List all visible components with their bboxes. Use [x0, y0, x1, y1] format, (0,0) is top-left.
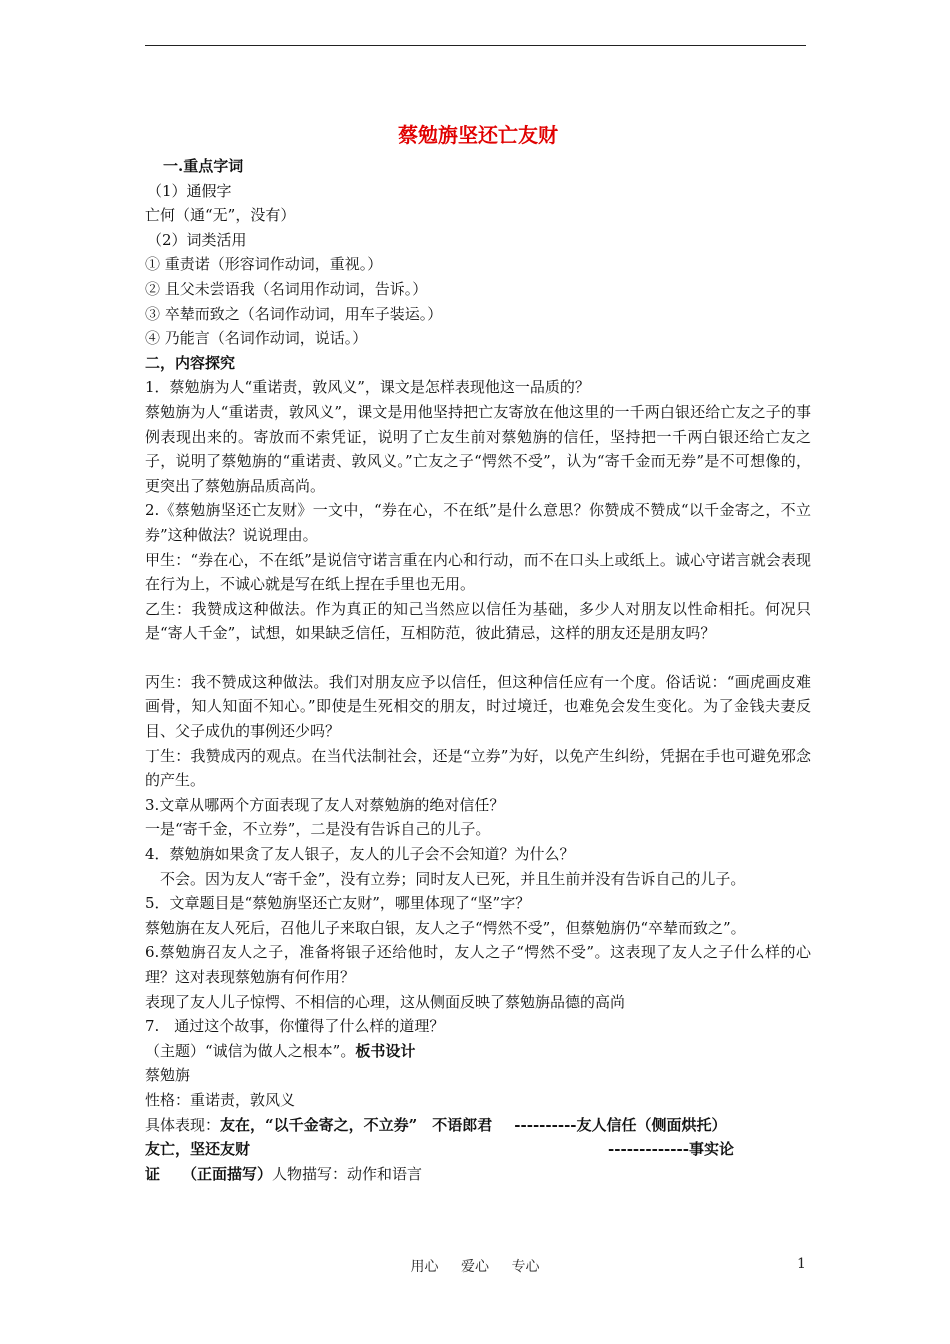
answer-2-jia: 甲生：“券在心，不在纸”是说信守诺言重在内心和行动，而不在口头上或纸上。诚心守诺言就会表现在行为上，不诚心就是写在纸上捏在手里也无用。	[145, 550, 811, 594]
tongjia-item: 亡何（通“无”，没有）	[145, 206, 296, 225]
answer-4: 不会。因为友人“寄千金”，没有立券；同时友人已死，并且生前并没有告诉自己的儿子。	[160, 869, 746, 888]
page-number: 1	[797, 1256, 806, 1272]
header-rule	[145, 45, 806, 46]
theme-text: （主题）“诚信为做人之根本”。	[145, 1041, 356, 1060]
answer-6: 表现了友人儿子惊愕、不相信的心理，这从侧面反映了蔡勉旃品德的高尚	[145, 992, 626, 1011]
question-5: 5．文章题目是“蔡勉旃坚还亡友财”，哪里体现了“坚”字？	[145, 894, 531, 913]
board-row2-left: 友亡，坚还友财	[145, 1140, 251, 1159]
board-row3-bold2: （正面描写）	[182, 1164, 273, 1183]
board-row1-label: 具体表现：	[145, 1115, 221, 1134]
board-row2-right: -------------事实论	[608, 1140, 734, 1159]
answer-7	[145, 1039, 811, 1064]
question-4: 4．蔡勉旃如果贪了友人银子，友人的儿子会不会知道？为什么？	[145, 845, 575, 864]
section2-heading: 二，内容探究	[145, 353, 236, 372]
board-row-2	[145, 1137, 811, 1162]
section1-heading: 一.重点字词	[163, 157, 244, 175]
board-character: 性格：重诺责，敦风义	[145, 1090, 296, 1109]
question-7: 7. 通过这个故事，你懂得了什么样的道理？	[145, 1017, 445, 1036]
board-name: 蔡勉旃	[145, 1066, 191, 1085]
board-row3-bold1: 证	[145, 1164, 161, 1183]
page-title: 蔡勉旃坚还亡友财	[398, 123, 558, 147]
cilei-item-2: ② 且父未尝语我（名词用作动词，告诉。）	[145, 279, 428, 298]
footer-word-3: 专心	[511, 1259, 540, 1275]
footer-word-2: 爱心	[461, 1259, 489, 1275]
answer-1: 蔡勉旃为人“重诺责，敦风义”，课文是用他坚持把亡友寄放在他这里的一千两白银还给亡友之子的事例表现出来的。寄放而不索凭证，说明了亡友生前对蔡勉旃的信任，坚持把一千两白银还给亡友之子，说明了蔡勉旃的“重诺责、敦风义。”亡友之子“愕然不受”，认为“寄千金而无券”是不可想像的，更突出了蔡勉旃品质高尚。	[145, 402, 811, 495]
board-row1-right: ----------友人信任（侧面烘托）	[514, 1115, 727, 1134]
question-6: 6.蔡勉旃召友人之子，准备将银子还给他时，友人之子“愕然不受”。这表现了友人之子什么样的心理？这对表现蔡勉旃有何作用？	[145, 943, 811, 986]
document-body	[145, 118, 811, 1186]
answer-2-yi: 乙生：我赞成这种做法。作为真正的知己当然应以信任为基础，多少人对朋友以性命相托。何况只是“寄人千金”，试想，如果缺乏信任，互相防范，彼此猜忌，这样的朋友还是朋友吗？	[145, 599, 811, 643]
board-row-1	[145, 1113, 811, 1138]
board-row-3	[145, 1162, 811, 1187]
answer-2-bing: 丙生：我不赞成这种做法。我们对朋友应予以信任，但这种信任应有一个度。俗话说：“画虎画皮难画骨，知人知面不知心。”即使是生死相交的朋友，时过境迁，也难免会发生变化。为了金钱夫妻反目、父子成仇的事例还少吗？	[145, 672, 811, 741]
board-design-label: 板书设计	[355, 1041, 416, 1060]
tongjia-subheading: （1）通假字	[147, 181, 232, 200]
page-footer	[0, 1256, 950, 1276]
cilei-item-4: ④ 乃能言（名词作动词，说话。）	[145, 329, 368, 348]
cilei-item-3: ③ 卒辇而致之（名词作动词，用车子装运。）	[145, 304, 443, 323]
board-row3-plain: 人物描写：动作和语言	[272, 1164, 423, 1183]
board-row1-bold: 友在，“以千金寄之，不立券” 不语郎君	[220, 1115, 493, 1134]
cilei-subheading: （2）词类活用	[147, 230, 247, 249]
blank-line	[145, 646, 811, 670]
answer-5: 蔡勉旃在友人死后，召他儿子来取白银，友人之子“愕然不受”，但蔡勉旃仍“卒辇而致之”。	[145, 918, 746, 937]
question-3: 3.文章从哪两个方面表现了友人对蔡勉旃的绝对信任？	[145, 795, 505, 814]
footer-word-1: 用心	[410, 1259, 439, 1275]
question-1: 1．蔡勉旃为人“重诺责，敦风义”，课文是怎样表现他这一品质的？	[145, 378, 590, 397]
answer-2-ding: 丁生：我赞成丙的观点。在当代法制社会，还是“立券”为好，以免产生纠纷，凭据在手也可避免邪念的产生。	[145, 746, 811, 790]
cilei-item-1: ① 重责诺（形容词作动词，重视。）	[145, 255, 383, 274]
question-2: 2.《蔡勉旃坚还亡友财》一文中，“券在心，不在纸”是什么意思？你赞成不赞成“以千金寄之，不立券”这种做法？说说理由。	[145, 501, 811, 544]
answer-3: 一是“寄千金，不立券”，二是没有告诉自己的儿子。	[145, 820, 491, 839]
